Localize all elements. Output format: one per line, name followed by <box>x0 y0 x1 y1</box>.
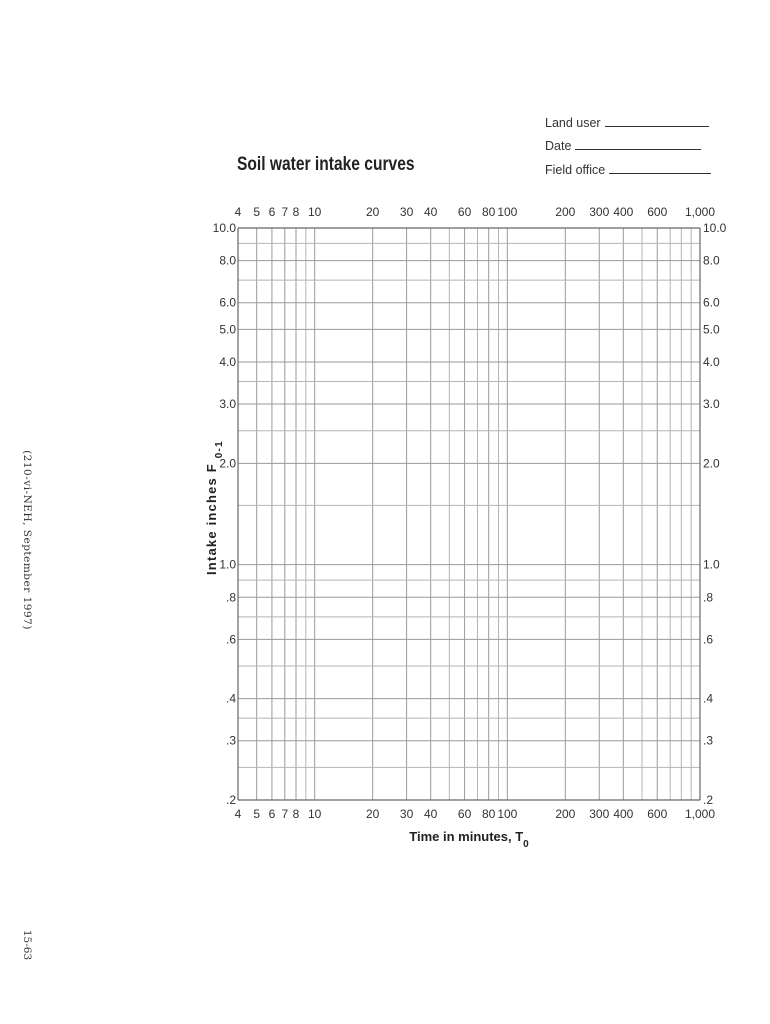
page-number: 15-63 <box>21 929 33 961</box>
x-tick-label-top: 100 <box>497 205 518 219</box>
y-tick-label-right: .3 <box>703 733 714 748</box>
y-tick-label-right: .4 <box>703 691 714 706</box>
y-tick-label-left: 4.0 <box>219 354 236 369</box>
x-tick-label-top: 600 <box>647 205 668 219</box>
x-tick-label-top: 1,000 <box>684 205 716 219</box>
x-tick-label-bottom: 200 <box>555 807 576 821</box>
y-tick-label-right: 2.0 <box>703 456 720 471</box>
y-axis-label-subscript: 0-1 <box>213 440 225 459</box>
x-tick-label-top: 200 <box>555 205 576 219</box>
y-tick-label-left: 6.0 <box>219 295 236 310</box>
y-tick-label-left: .3 <box>225 733 236 748</box>
x-tick-label-top: 30 <box>399 205 414 219</box>
y-tick-label-left: 10.0 <box>212 221 236 235</box>
x-axis-label-subscript: 0 <box>523 838 529 850</box>
x-tick-label-top: 4 <box>234 205 242 219</box>
x-tick-label-top: 6 <box>268 205 276 219</box>
field-office-label: Field office <box>545 163 606 177</box>
y-tick-label-right: .8 <box>703 590 714 605</box>
grid-layer <box>238 228 700 800</box>
x-tick-label-top: 60 <box>457 205 472 219</box>
y-axis-label: Intake inches F $_{0-1}$ <box>204 440 225 575</box>
y-tick-label-left: 5.0 <box>219 322 236 337</box>
x-tick-label-top: 7 <box>281 205 289 219</box>
x-tick-label-top: 8 <box>292 205 300 219</box>
x-tick-label-top: 400 <box>613 205 634 219</box>
tick-label-layer <box>213 205 727 821</box>
x-tick-label-bottom: 8 <box>292 807 300 821</box>
margin-side-text: (210-vi-NEH, September 1997) <box>21 450 33 630</box>
x-tick-label-top: 10 <box>307 205 322 219</box>
date-label: Date <box>545 139 572 153</box>
x-tick-label-top: 300 <box>589 205 610 219</box>
x-tick-label-bottom: 1,000 <box>684 807 716 821</box>
y-tick-label-right: 1.0 <box>703 557 720 572</box>
y-tick-label-right: 8.0 <box>703 253 720 268</box>
y-tick-label-right: 5.0 <box>703 322 720 337</box>
y-tick-label-right: 4.0 <box>703 354 720 369</box>
x-tick-label-bottom: 7 <box>281 807 289 821</box>
x-tick-label-bottom: 600 <box>647 807 668 821</box>
y-tick-label-right: 6.0 <box>703 295 720 310</box>
x-axis-label: Time in minutes, $T_0$ <box>409 829 529 850</box>
y-tick-label-left: .2 <box>225 793 236 807</box>
x-tick-label-bottom: 6 <box>268 807 276 821</box>
x-tick-label-bottom: 4 <box>234 807 242 821</box>
y-tick-label-left: 2.0 <box>219 456 236 471</box>
x-tick-label-bottom: 300 <box>589 807 610 821</box>
x-tick-label-top: 5 <box>253 205 261 219</box>
x-tick-label-bottom: 60 <box>457 807 472 821</box>
y-tick-label-left: 3.0 <box>219 397 236 412</box>
land-user-label: Land user <box>545 116 601 130</box>
y-tick-label-left: 8.0 <box>219 253 236 268</box>
x-tick-label-bottom: 5 <box>253 807 261 821</box>
y-tick-label-left: 1.0 <box>219 557 236 572</box>
y-tick-label-left: .6 <box>225 632 236 647</box>
x-tick-label-top: 80 <box>481 205 496 219</box>
x-tick-label-top: 40 <box>423 205 438 219</box>
y-tick-label-right: .2 <box>703 793 714 807</box>
x-tick-label-top: 20 <box>365 205 380 219</box>
y-tick-label-left: .4 <box>225 691 236 706</box>
y-tick-label-right: 3.0 <box>703 397 720 412</box>
x-tick-label-bottom: 100 <box>497 807 518 821</box>
chart-title: Soil water intake curves <box>237 154 415 175</box>
y-tick-label-right: .6 <box>703 632 714 647</box>
x-tick-label-bottom: 10 <box>307 807 322 821</box>
x-tick-label-bottom: 400 <box>613 807 634 821</box>
x-tick-label-bottom: 20 <box>365 807 380 821</box>
x-tick-label-bottom: 30 <box>399 807 414 821</box>
x-tick-label-bottom: 80 <box>481 807 496 821</box>
y-tick-label-right: 10.0 <box>703 221 727 235</box>
x-tick-label-bottom: 40 <box>423 807 438 821</box>
y-tick-label-left: .8 <box>225 590 236 605</box>
